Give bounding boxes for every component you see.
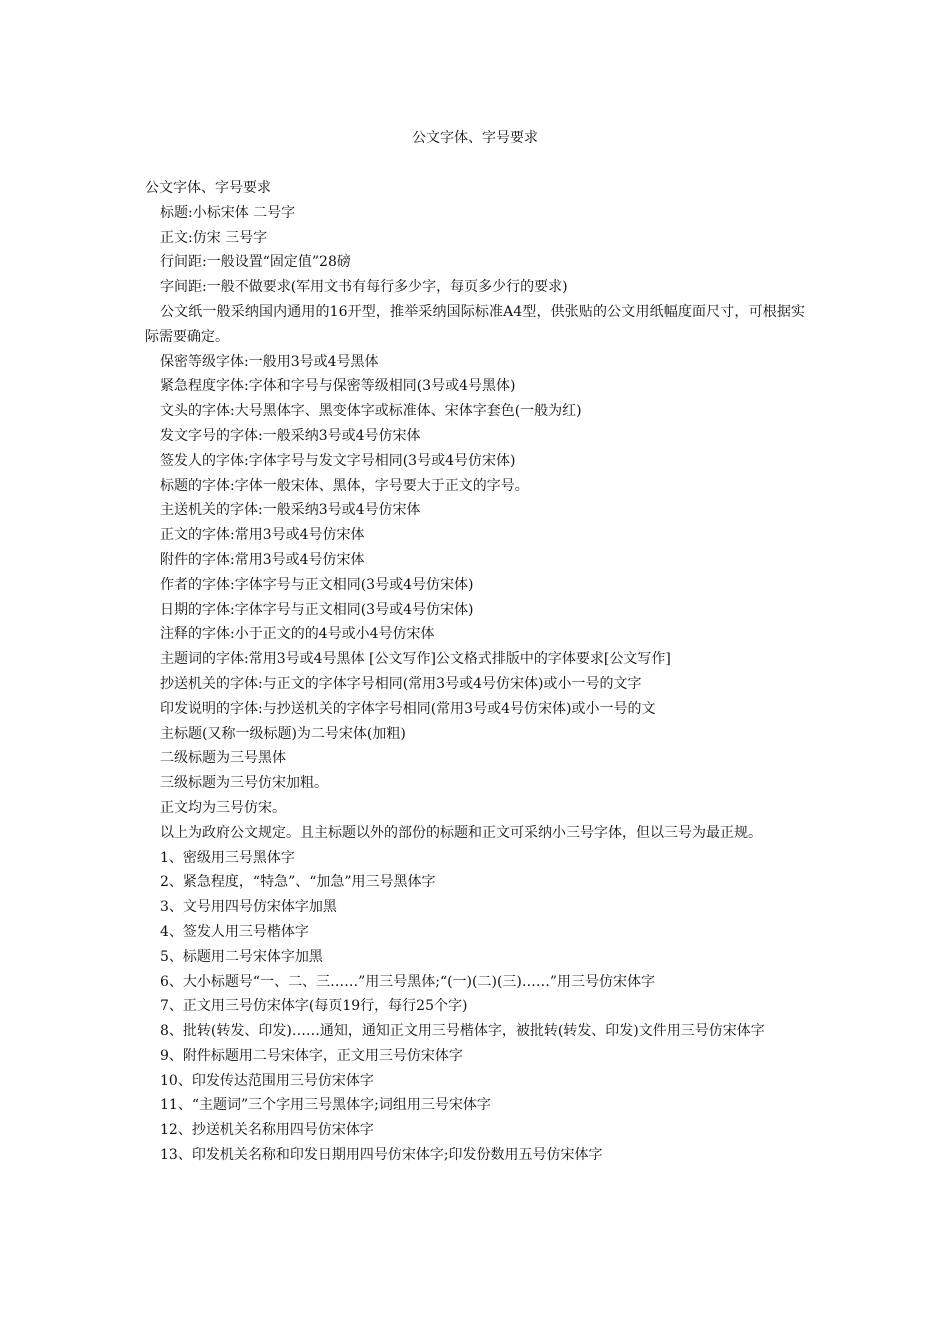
document-title: 公文字体、字号要求	[412, 130, 538, 146]
body-line: 字间距:一般不做要求(军用文书有每行多少字，每页多少行的要求)	[160, 279, 568, 296]
body-line: 发文字号的字体:一般采纳3号或4号仿宋体	[160, 427, 421, 444]
list-item: 2、紧急程度，“特急”、“加急”用三号黑体字	[160, 874, 436, 891]
list-item: 9、附件标题用二号宋体字，正文用三号仿宋体字	[160, 1047, 463, 1064]
list-item: 10、印发传达范围用三号仿宋体字	[160, 1072, 374, 1089]
body-line: 主标题(又称一级标题)为二号宋体(加粗)	[160, 725, 406, 742]
list-item: 11、“主题词”三个字用三号黑体字;词组用三号宋体字	[160, 1097, 491, 1114]
list-item: 6、大小标题号“一、二、三……”用三号黑体;“(一)(二)(三)……”用三号仿宋体字	[160, 973, 656, 990]
body-line: 主送机关的字体:一般采纳3号或4号仿宋体	[160, 502, 421, 519]
list-item: 8、批转(转发、印发)……通知，通知正文用三号楷体字，被批转(转发、印发)文件用三号仿宋体字	[160, 1023, 765, 1040]
list-item: 1、密级用三号黑体字	[160, 849, 295, 866]
body-line: 作者的字体:字体字号与正文相同(3号或4号仿宋体)	[160, 576, 474, 593]
body-line: 印发说明的字体:与抄送机关的字体字号相同(常用3号或4号仿宋体)或小一号的文	[160, 700, 656, 717]
body-line: 抄送机关的字体:与正文的字体字号相同(常用3号或4号仿宋体)或小一号的文字	[160, 675, 642, 692]
list-item: 13、印发机关名称和印发日期用四号仿宋体字;印发份数用五号仿宋体字	[160, 1147, 603, 1164]
body-line: 标题:小标宋体 二号字	[160, 204, 296, 221]
body-line: 三级标题为三号仿宋加粗。	[160, 775, 328, 792]
document-body	[145, 176, 805, 1168]
body-line: 正文均为三号仿宋。	[160, 799, 286, 816]
body-line: 保密等级字体:一般用3号或4号黑体	[160, 353, 379, 370]
body-line: 日期的字体:字体字号与正文相同(3号或4号仿宋体)	[160, 601, 474, 618]
body-line: 注释的字体:小于正文的的4号或小4号仿宋体	[160, 626, 435, 643]
body-line: 文头的字体:大号黑体字、黑变体字或标准体、宋体字套色(一般为红)	[160, 403, 582, 420]
body-line: 二级标题为三号黑体	[160, 750, 286, 767]
body-line: 正文的字体:常用3号或4号仿宋体	[160, 527, 365, 544]
body-paragraph: 以上为政府公文规定。且主标题以外的部份的标题和正文可采纳小三号字体，但以三号为最正规。	[160, 824, 762, 841]
list-item: 4、签发人用三号楷体字	[160, 923, 309, 940]
body-line: 行间距:一般设置“固定值”28磅	[160, 254, 351, 271]
list-item: 3、文号用四号仿宋体字加黑	[160, 899, 337, 916]
body-line: 主题词的字体:常用3号或4号黑体 [公文写作]公文格式排版中的字体要求[公文写作]	[160, 651, 671, 668]
body-line: 签发人的字体:字体字号与发文字号相同(3号或4号仿宋体)	[160, 452, 516, 469]
list-item: 5、标题用二号宋体字加黑	[160, 948, 323, 965]
body-line: 紧急程度字体:字体和字号与保密等级相同(3号或4号黑体)	[160, 378, 516, 395]
list-item: 12、抄送机关名称用四号仿宋体字	[160, 1122, 374, 1139]
body-paragraph: 公文纸一般采纳国内通用的16开型，推举采纳国际标准A4型，供张贴的公文用纸幅度面尺寸，可根据实际需要确定。	[145, 303, 805, 345]
document-heading: 公文字体、字号要求	[145, 180, 271, 196]
body-line: 附件的字体:常用3号或4号仿宋体	[160, 551, 365, 568]
body-line: 正文:仿宋 三号字	[160, 229, 268, 246]
body-line: 标题的字体:字体一般宋体、黑体，字号要大于正文的字号。	[160, 477, 529, 494]
list-item: 7、正文用三号仿宋体字(每页19行，每行25个字)	[160, 998, 468, 1015]
